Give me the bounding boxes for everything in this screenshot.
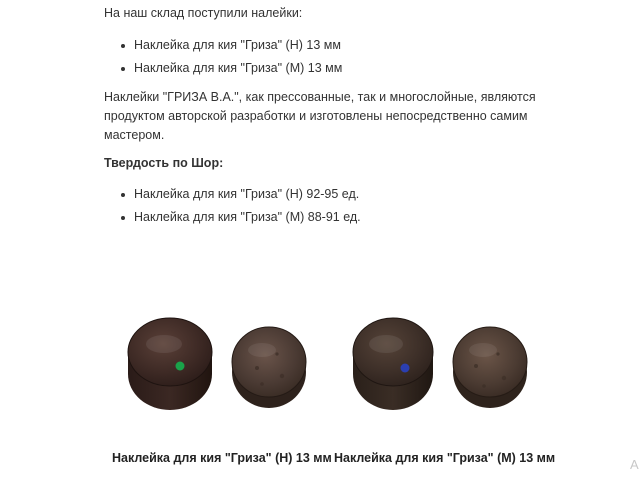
description-line: продуктом авторской разработки и изготовлены непосредственно самим bbox=[104, 109, 528, 123]
hardness-heading: Твердость по Шор: bbox=[104, 156, 224, 170]
product-caption-n[interactable]: Наклейка для кия "Гриза" (Н) 13 мм bbox=[112, 451, 332, 465]
hardness-list bbox=[104, 185, 361, 231]
intro-text: На наш склад поступили налейки: bbox=[104, 6, 303, 20]
list-item: Наклейка для кия "Гриза" (М) 13 мм bbox=[104, 59, 342, 82]
description-line: Наклейки "ГРИЗА В.А.", как прессованные, так и многослойные, являются bbox=[104, 90, 536, 104]
list-item: Наклейка для кия "Гриза" (М) 88-91 ед. bbox=[104, 208, 361, 231]
product-card-m[interactable] bbox=[334, 306, 556, 476]
tip-dot-icon bbox=[401, 364, 410, 373]
description-line: мастером. bbox=[104, 128, 165, 142]
stock-list bbox=[104, 36, 342, 82]
list-item: Наклейка для кия "Гриза" (Н) 13 мм bbox=[104, 36, 342, 59]
product-card-n[interactable] bbox=[112, 306, 332, 476]
list-item: Наклейка для кия "Гриза" (Н) 92-95 ед. bbox=[104, 185, 361, 208]
product-image-n[interactable] bbox=[112, 306, 327, 416]
corner-mark: A bbox=[630, 457, 639, 472]
product-image-m[interactable] bbox=[334, 306, 549, 416]
product-caption-m[interactable]: Наклейка для кия "Гриза" (М) 13 мм bbox=[334, 451, 556, 465]
tip-dot-icon bbox=[176, 362, 185, 371]
